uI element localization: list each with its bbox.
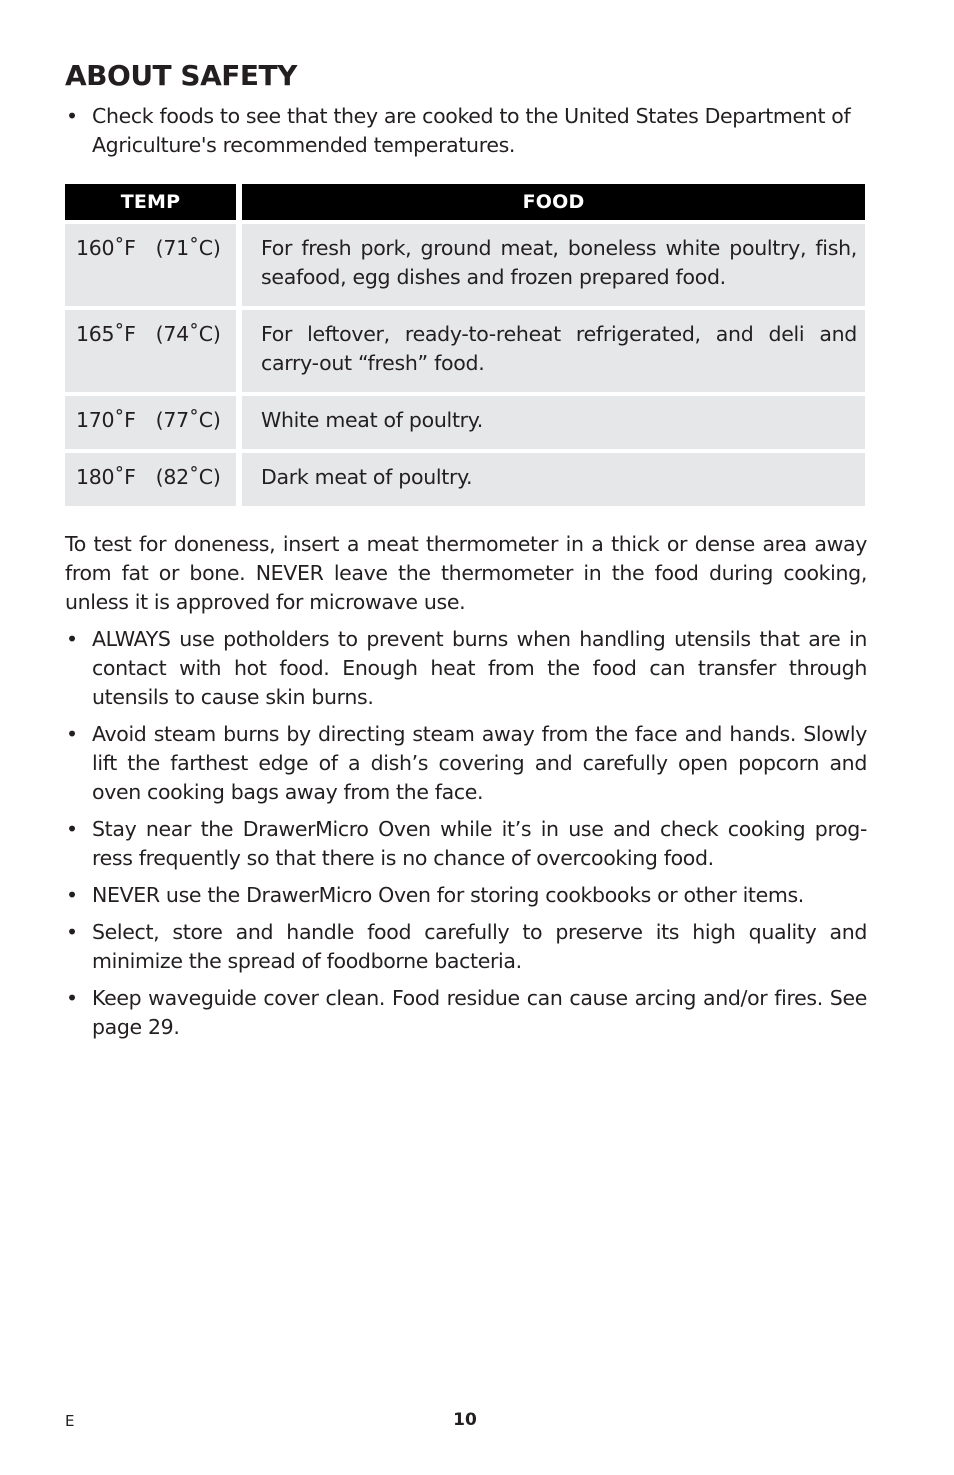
list-item-text: Select, store and handle food carefully to preserve its high quality and minimize the spread of foodborne bacteria.: [92, 920, 867, 973]
table-row: [65, 224, 865, 306]
bullet-icon: •: [66, 986, 78, 1010]
bullet-icon: •: [66, 883, 78, 907]
temp-fahrenheit: 160˚F: [76, 236, 136, 260]
table-row: [65, 310, 865, 392]
table-header-row: [65, 184, 865, 220]
food-cell: For leftover, ready-to-reheat refrigerated, and deli and carry-out “fresh” food.: [242, 310, 865, 392]
page-title: ABOUT SAFETY: [65, 59, 297, 92]
temp-celsius: (77˚C): [155, 408, 221, 432]
temp-cell: [65, 224, 236, 306]
list-item-text: ALWAYS use potholders to prevent burns when handling utensils that are in contact with hot food. Enough heat from the food can transfer through utensils to cause skin burns.: [92, 627, 867, 709]
table-row: [65, 396, 865, 449]
list-item: [65, 881, 867, 910]
temp-cell: [65, 453, 236, 506]
list-item-text: Avoid steam burns by directing steam away from the face and hands. Slowly lift the farthest edge of a dish’s covering and carefully open popcorn and oven cooking bags away from the face.: [92, 722, 867, 804]
intro-list: [65, 102, 867, 160]
food-cell: Dark meat of poultry.: [242, 453, 865, 506]
temp-fahrenheit: 170˚F: [76, 408, 136, 432]
list-item: [65, 625, 867, 712]
temp-cell: [65, 396, 236, 449]
bullet-icon: •: [66, 920, 78, 944]
list-item: [65, 984, 867, 1042]
list-item-text: Check foods to see that they are cooked to the United States Department of Agriculture's recommended temperatures.: [92, 104, 851, 157]
table-row: [65, 453, 865, 506]
list-item: [65, 102, 867, 160]
list-item: [65, 815, 867, 873]
list-item: [65, 918, 867, 976]
safety-list: [65, 625, 867, 1042]
bullet-icon: •: [66, 722, 78, 746]
doneness-paragraph: To test for doneness, insert a meat thermometer in a thick or dense area away from fat or bone. NEVER leave the thermometer in the food during cooking, unless it is approved for microwave use.: [65, 532, 867, 614]
page-content: [65, 56, 867, 1050]
list-item: [65, 720, 867, 807]
column-header-temp: TEMP: [65, 184, 236, 220]
temp-fahrenheit: 165˚F: [76, 322, 136, 346]
temp-celsius: (82˚C): [155, 465, 221, 489]
column-header-food: FOOD: [242, 184, 865, 220]
temp-celsius: (71˚C): [155, 236, 221, 260]
bullet-icon: •: [66, 817, 78, 841]
list-item-text: NEVER use the DrawerMicro Oven for storing cookbooks or other items.: [92, 883, 804, 907]
list-item-text: Stay near the DrawerMicro Oven while it’s in use and check cooking prog-ress frequently so that there is no chance of overcooking food.: [92, 817, 867, 870]
temperature-table: [65, 184, 865, 506]
bullet-icon: •: [66, 104, 78, 128]
temp-fahrenheit: 180˚F: [76, 465, 136, 489]
list-item-text: Keep waveguide cover clean. Food residue can cause arcing and/or fires. See page 29.: [92, 986, 867, 1039]
footer-language-code: E: [65, 1412, 75, 1430]
temp-celsius: (74˚C): [155, 322, 221, 346]
temp-cell: [65, 310, 236, 392]
page-number: 10: [453, 1410, 477, 1430]
food-cell: White meat of poultry.: [242, 396, 865, 449]
bullet-icon: •: [66, 627, 78, 651]
food-cell: For fresh pork, ground meat, boneless white poultry, fish, seafood, egg dishes and frozen prepared food.: [242, 224, 865, 306]
